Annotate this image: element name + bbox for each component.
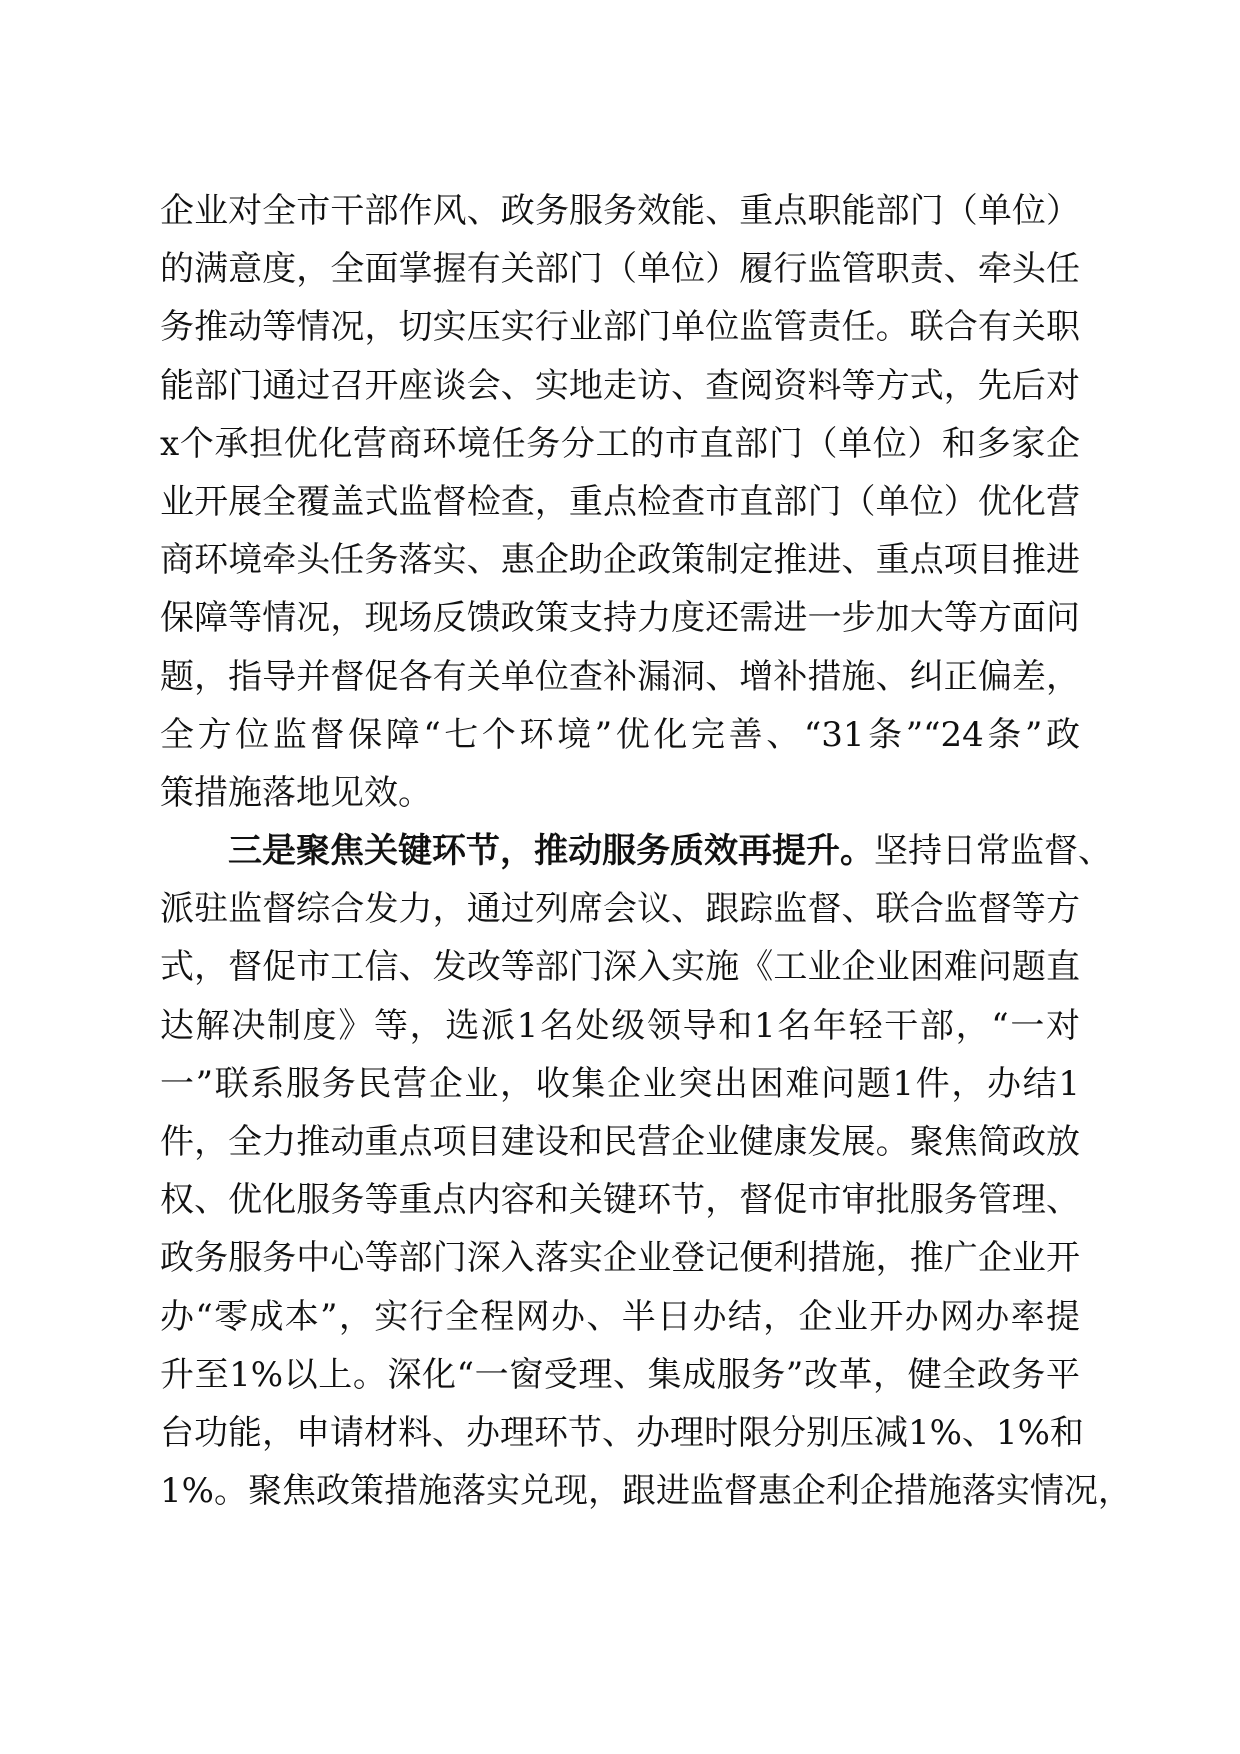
paragraph-line: 件，全力推动重点项目建设和民营企业健康发展。聚焦简政放 xyxy=(160,1122,1080,1162)
paragraph-2 xyxy=(160,822,1132,1520)
paragraph-line: 企业对全市干部作风、政务服务效能、重点职能部门（单位） xyxy=(160,191,1080,231)
paragraph-line: 政务服务中心等部门深入落实企业登记便利措施，推广企业开 xyxy=(160,1238,1080,1279)
first-line-rest: 坚持日常监督、 xyxy=(874,831,1112,872)
paragraph-line: 业开展全覆盖式监督检查，重点检查市直部门（单位）优化营 xyxy=(160,481,1080,522)
document-body xyxy=(160,182,1132,1520)
paragraph-line: 务推动等情况，切实压实行业部门单位监管责任。联合有关职 xyxy=(160,307,1080,348)
paragraph-line: 式，督促市工信、发改等部门深入实施《工业企业困难问题直 xyxy=(160,947,1080,988)
paragraph-line: 商环境牵头任务落实、惠企助企政策制定推进、重点项目推进 xyxy=(160,540,1080,581)
paragraph-1 xyxy=(160,182,1080,822)
paragraph-line: 一”联系服务民营企业，收集企业突出困难问题1件，办结1 xyxy=(160,1063,1080,1104)
paragraph-line: x个承担优化营商环境任务分工的市直部门（单位）和多家企 xyxy=(160,423,1080,464)
paragraph-line: 升至1%以上。深化“一窗受理、集成服务”改革，健全政务平 xyxy=(160,1354,1080,1395)
paragraph-line: 策措施落地见效。 xyxy=(160,772,432,813)
paragraph-line: 台功能，申请材料、办理环节、办理时限分别压减1%、1%和 xyxy=(160,1412,1084,1453)
paragraph-line: 1%。聚焦政策措施落实兑现，跟进监督惠企利企措施落实情况， xyxy=(160,1471,1132,1512)
bold-lead-heading: 三是聚焦关键环节，推动服务质效再提升。 xyxy=(228,831,874,872)
paragraph-line: 题，指导并督促各有关单位查补漏洞、增补措施、纠正偏差， xyxy=(160,656,1080,697)
paragraph-line: 派驻监督综合发力，通过列席会议、跟踪监督、联合监督等方 xyxy=(160,889,1080,930)
paragraph-first-line xyxy=(160,822,1112,880)
paragraph-line: 权、优化服务等重点内容和关键环节，督促市审批服务管理、 xyxy=(160,1180,1080,1221)
paragraph-line: 保障等情况，现场反馈政策支持力度还需进一步加大等方面问 xyxy=(160,598,1080,639)
paragraph-line: 办“零成本”，实行全程网办、半日办结，企业开办网办率提 xyxy=(160,1296,1080,1337)
paragraph-line: 达解决制度》等，选派1名处级领导和1名年轻干部，“一对 xyxy=(160,1005,1080,1046)
paragraph-line: 能部门通过召开座谈会、实地走访、查阅资料等方式，先后对 xyxy=(160,365,1080,406)
paragraph-line: 全方位监督保障“七个环境”优化完善、“31条”“24条”政 xyxy=(160,714,1080,755)
paragraph-line: 的满意度，全面掌握有关部门（单位）履行监管职责、牵头任 xyxy=(160,249,1080,290)
